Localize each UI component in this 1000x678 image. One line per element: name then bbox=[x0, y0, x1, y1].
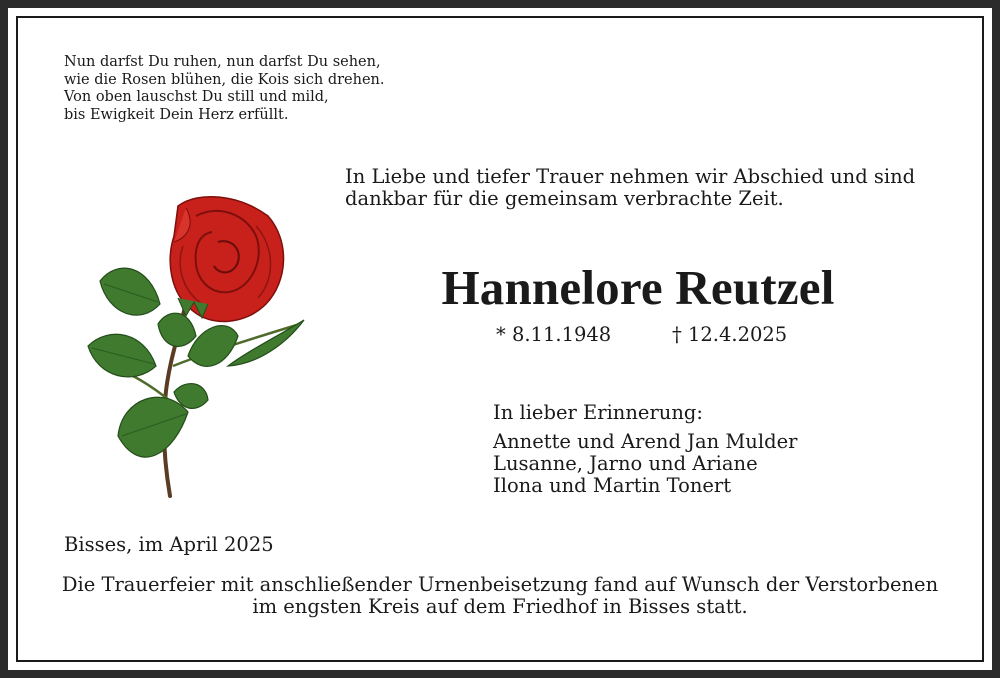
place-date: Bisses, im April 2025 bbox=[64, 533, 274, 556]
obituary-card bbox=[8, 8, 992, 670]
red-rose-image bbox=[78, 186, 308, 498]
poem-line: wie die Rosen blühen, die Kois sich drehen. bbox=[64, 71, 385, 88]
mourner-line: Lusanne, Jarno und Ariane bbox=[493, 452, 758, 475]
poem-line: Von oben lauschst Du still und mild, bbox=[64, 89, 329, 105]
intro-text: In Liebe und tiefer Trauer nehmen wir Abschied und sind dankbar für die gemeinsam verbrachte Zeit. bbox=[345, 165, 916, 210]
poem-line: Nun darfst Du ruhen, nun darfst Du sehen, bbox=[64, 54, 381, 70]
mourner-line: Ilona und Martin Tonert bbox=[493, 474, 732, 497]
deceased-name: Hannelore Reutzel bbox=[441, 260, 835, 315]
mourner-line: Annette und Arend Jan Mulder bbox=[493, 430, 798, 453]
funeral-notice: Die Trauerfeier mit anschließender Urnenbeisetzung fand auf Wunsch der Verstorbenen im engsten Kreis auf dem Friedhof in Bisses statt. bbox=[61, 573, 939, 618]
poem bbox=[64, 54, 384, 124]
memory-label: In lieber Erinnerung: bbox=[493, 401, 703, 424]
mourners-block bbox=[493, 402, 797, 497]
poem-line: bis Ewigkeit Dein Herz erfüllt. bbox=[64, 106, 289, 123]
birth-date: * 8.11.1948 bbox=[496, 323, 612, 346]
death-date: † 12.4.2025 bbox=[672, 323, 788, 346]
